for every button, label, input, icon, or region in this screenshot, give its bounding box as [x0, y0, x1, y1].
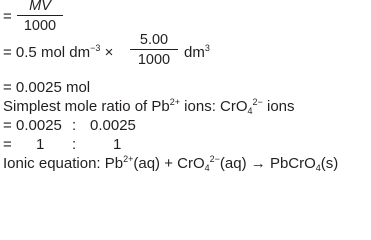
step1-fraction [17, 0, 63, 34]
ratio-values-right: 0.0025 [90, 117, 136, 134]
step2-fraction [130, 32, 178, 68]
cro-subscript: 4 [247, 106, 253, 116]
step2-line [3, 44, 113, 62]
ratio-simple-colon: : [72, 136, 77, 153]
ratio-simple-right: 1 [113, 136, 122, 153]
ionic-pb-state: (aq) + CrO [133, 155, 205, 172]
times-symbol: × [104, 44, 114, 61]
pb-charge: 2+ [169, 97, 181, 107]
ionic-equation [3, 155, 338, 173]
step2-prefix: = 0.5 mol dm [3, 44, 91, 61]
step1-numerator: MV [29, 0, 51, 14]
step1-equals: = [3, 8, 12, 25]
ionic-pb-charge: 2+ [123, 154, 134, 164]
ratio-suffix: ions [262, 98, 295, 115]
ionic-cro-charge: 2− [209, 154, 220, 164]
ratio-values-equals: = [3, 117, 12, 134]
reaction-arrow-icon: → [250, 155, 266, 172]
step2-unit-text: dm [184, 44, 205, 61]
step2-exp: −3 [90, 43, 101, 53]
ratio-prefix: Simplest mole ratio of Pb [3, 98, 170, 115]
ionic-cro-subscript: 4 [204, 163, 210, 173]
ratio-middle: ions: CrO [180, 98, 248, 115]
ionic-product: PbCrO [269, 155, 316, 172]
step2-unit [184, 44, 210, 62]
step2-denominator: 1000 [137, 52, 171, 68]
cro-charge: 2− [252, 97, 263, 107]
ratio-values-left: 0.0025 [16, 117, 62, 134]
ionic-cro-state: (aq) [219, 155, 247, 172]
ionic-product-subscript: 4 [315, 163, 321, 173]
step3-line: = 0.0025 mol [3, 79, 91, 96]
step1-denominator: 1000 [23, 18, 57, 34]
ratio-heading [3, 98, 295, 116]
ratio-simple-equals: = [3, 136, 12, 153]
ionic-label: Ionic equation: Pb [3, 155, 124, 172]
ratio-simple-left: 1 [36, 136, 45, 153]
step2-numerator: 5.00 [139, 32, 169, 48]
step2-unit-exp: 3 [204, 43, 210, 53]
ratio-values-colon: : [72, 117, 77, 134]
ionic-product-state: (s) [320, 155, 339, 172]
fraction-bar [17, 15, 63, 16]
fraction-bar [130, 49, 178, 50]
